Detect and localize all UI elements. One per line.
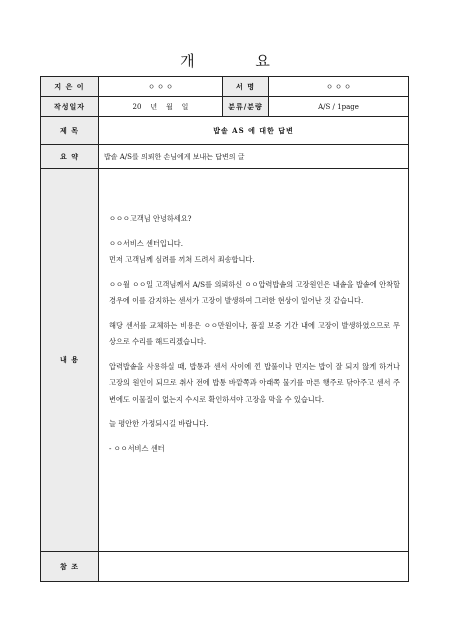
- content-paragraph: ㅇㅇ월 ㅇㅇ일 고객님께서 A/S를 의뢰하신 ㅇㅇ압력밥솥의 고장원인은 내솥을 밥솥에 안착할 경우에 이를 감지하는 센서가 고장이 발생하여 그러한 현상이 일어난 것 같습니다.: [109, 279, 400, 305]
- summary-label: 요 약: [41, 145, 99, 169]
- content-paragraph: ㅇㅇ서비스 센터입니다. 먼저 고객님께 심려를 끼쳐 드려서 죄송합니다.: [109, 238, 255, 264]
- subject-value: 밥솥 AS 에 대한 답변: [99, 117, 409, 145]
- summary-value: 밥솥 A/S를 의뢰한 손님에게 보내는 답변의 글: [99, 145, 409, 169]
- content-cell: [99, 169, 409, 552]
- row-author: [41, 77, 409, 97]
- subject-label: 제 목: [41, 117, 99, 145]
- signature-value: ㅇ ㅇ ㅇ: [269, 77, 409, 97]
- content-paragraph: ㅇㅇㅇ고객님 안녕하세요?: [109, 214, 192, 223]
- content-paragraph: 해당 센서를 교체하는 비용은 ㅇㅇ만원이나, 품질 보증 기간 내에 고장이 발생하였으므로 무상으로 수리를 해드리겠습니다.: [109, 320, 400, 346]
- content-label: 내 용: [41, 169, 99, 552]
- row-reference: [41, 552, 409, 582]
- row-summary: [41, 145, 409, 169]
- reference-value: [99, 552, 409, 582]
- date-label: 작성일자: [41, 97, 99, 117]
- author-label: 지 은 이: [41, 77, 99, 97]
- content-body: [99, 169, 408, 457]
- document-title: 개 요: [180, 52, 298, 70]
- category-value: A/S / 1page: [269, 97, 409, 117]
- date-value: 20 년 월 일: [99, 97, 223, 117]
- signature-label: 서 명: [223, 77, 269, 97]
- category-label: 분류/분량: [223, 97, 269, 117]
- content-paragraph: 늘 평안한 가정되시길 바랍니다.: [109, 419, 209, 428]
- row-content: [41, 169, 409, 552]
- content-paragraph: - ㅇㅇ서비스 센터: [109, 443, 165, 453]
- reference-label: 참 조: [41, 552, 99, 582]
- content-paragraph: 압력밥솥을 사용하실 때, 밥통과 센서 사이에 낀 밥풀이나 먼지는 밥이 잘 되지 않게 하거나 고장의 원인이 되므로 취사 전에 밥통 바깥쪽과 아래쪽 물기를 마른 행주로 닦아주고 센서 주변에도 이물질이 없는지 수시로 확인하셔야 고장을 막을 수 있습니다.: [109, 361, 400, 404]
- row-date: [41, 97, 409, 117]
- row-subject: [41, 117, 409, 145]
- author-value: ㅇ ㅇ ㅇ: [99, 77, 223, 97]
- form-table: [40, 76, 409, 582]
